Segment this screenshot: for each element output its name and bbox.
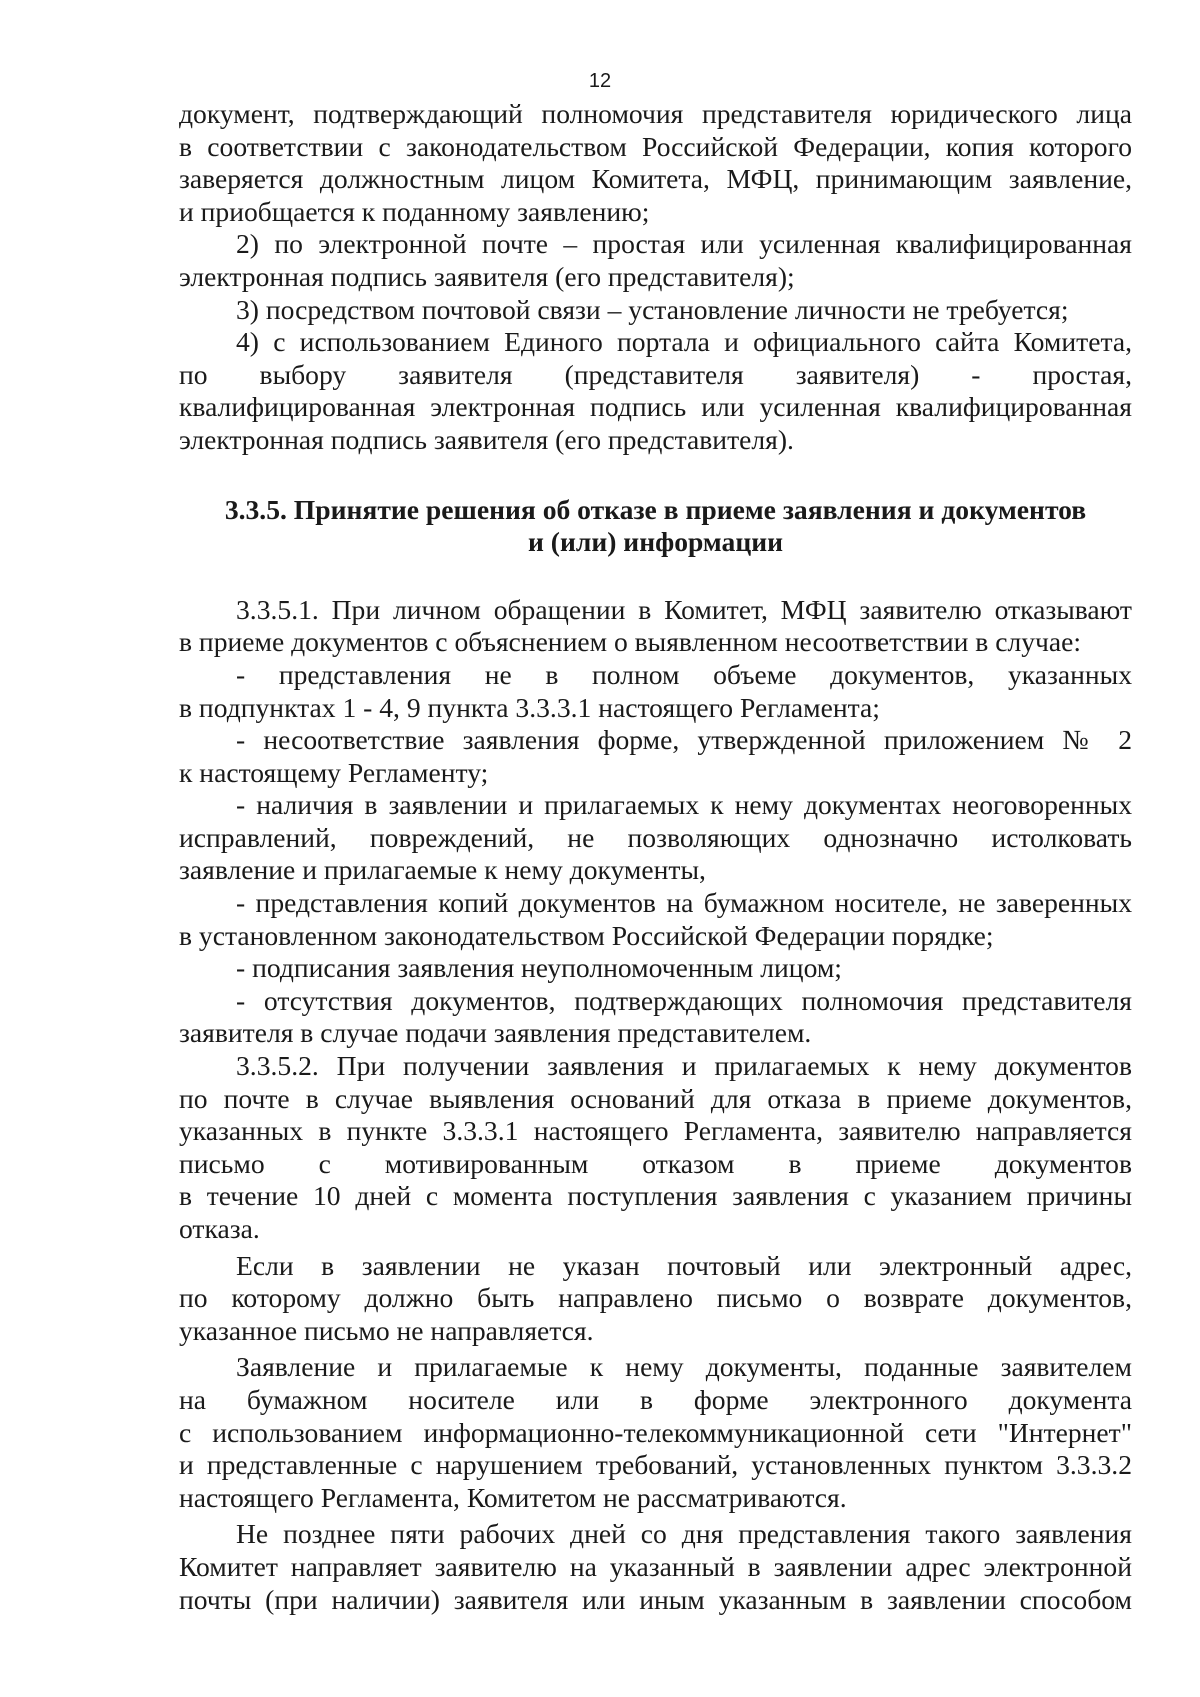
text-line: указанное письмо не направляется. [179, 1314, 594, 1346]
paragraph [179, 1351, 1132, 1514]
text-line: - представления не в полном объеме документов, указанных [236, 658, 1132, 690]
text-line: с использованием информационно-телекоммуникационной сети "Интернет" [179, 1416, 1132, 1448]
text-line: указанных в пункте 3.3.3.1 настоящего Регламента, заявителю направляется [179, 1115, 1132, 1147]
text-line: 4) с использованием Единого портала и официального сайта Комитета, [236, 326, 1132, 358]
text-line: 3.3.5.1. При личном обращении в Комитет, МФЦ заявителю отказывают [236, 593, 1132, 625]
text-line: по выбору заявителя (представителя заявителя) - простая, [179, 358, 1132, 390]
paragraph [179, 594, 1132, 659]
text-line: заверяется должностным лицом Комитета, МФЦ, принимающим заявление, [179, 163, 1132, 195]
text-line: - наличия в заявлении и прилагаемых к нему документах неоговоренных [236, 789, 1132, 821]
text-line: к настоящему Регламенту; [179, 756, 489, 788]
text-line: квалифицированная электронная подпись или усиленная квалифицированная [179, 391, 1132, 423]
text-line: - несоответствие заявления форме, утвержденной приложением № 2 [236, 724, 1132, 756]
text-line: 3.3.5.2. При получении заявления и прилагаемых к нему документов [236, 1050, 1132, 1082]
text-line: по почте в случае выявления оснований для отказа в приеме документов, [179, 1082, 1132, 1114]
list-item [179, 789, 1132, 887]
text-line: электронная подпись заявителя (его представителя); [179, 260, 795, 292]
text-line: в приеме документов с объяснением о выявленном несоответствии в случае: [179, 626, 1082, 658]
text-line: Не позднее пяти рабочих дней со дня представления такого заявления [236, 1518, 1132, 1550]
text-line: и представленные с нарушением требований, установленных пунктом 3.3.3.2 [179, 1449, 1132, 1481]
text-line: - отсутствия документов, подтверждающих полномочия представителя [236, 984, 1132, 1016]
text-line: по которому должно быть направлено письмо о возврате документов, [179, 1282, 1132, 1314]
list-item [179, 985, 1132, 1050]
text-line: исправлений, повреждений, не позволяющих однозначно истолковать [179, 821, 1132, 853]
list-item [179, 659, 1132, 724]
page-number: 12 [588, 70, 612, 92]
text-line: документ, подтверждающий полномочия представителя юридического лица [179, 98, 1132, 129]
text-line: Заявление и прилагаемые к нему документы, поданные заявителем [236, 1351, 1132, 1383]
text-line: на бумажном носителе или в форме электронного документа [179, 1383, 1132, 1415]
text-line: отказа. [179, 1213, 260, 1244]
paragraph [179, 294, 1132, 327]
paragraph [179, 1050, 1132, 1246]
heading-line: 3.3.5. Принятие решения об отказе в приеме заявления и документов [224, 493, 1087, 525]
text-line: и приобщается к поданному заявлению; [179, 195, 650, 227]
paragraph [179, 1518, 1132, 1616]
text-line: письмо с мотивированным отказом в приеме документов [179, 1147, 1132, 1179]
list-item [179, 724, 1132, 789]
heading-line: и (или) информации [527, 526, 784, 558]
text-line: в течение 10 дней с момента поступления заявления с указанием причины [179, 1180, 1132, 1212]
text-line: почты (при наличии) заявителя или иным указанным в заявлении способом [179, 1583, 1132, 1615]
list-item [179, 887, 1132, 952]
text-line: настоящего Регламента, Комитетом не рассматриваются. [179, 1481, 847, 1513]
text-line: 3) посредством почтовой связи – установление личности не требуется; [236, 293, 1069, 325]
text-line: в подпунктах 1 - 4, 9 пункта 3.3.3.1 настоящего Регламента; [179, 691, 880, 723]
paragraph [179, 98, 1132, 228]
text-line: в соответствии с законодательством Российской Федерации, копия которого [179, 130, 1132, 162]
text-line: 2) по электронной почте – простая или усиленная квалифицированная [236, 228, 1132, 260]
text-line: - подписания заявления неуполномоченным лицом; [236, 952, 842, 984]
paragraph [179, 1250, 1132, 1348]
text-line: заявителя в случае подачи заявления представителем. [179, 1017, 812, 1049]
section-heading [179, 494, 1132, 559]
document-body [179, 98, 1132, 1616]
text-line: Если в заявлении не указан почтовый или электронный адрес, [236, 1249, 1132, 1281]
text-line: заявление и прилагаемые к нему документы, [179, 854, 706, 886]
paragraph [179, 228, 1132, 293]
paragraph [179, 326, 1132, 456]
text-line: Комитет направляет заявителю на указанный в заявлении адрес электронной [179, 1550, 1132, 1582]
text-line: - представления копий документов на бумажном носителе, не заверенных [236, 887, 1132, 919]
text-line: в установленном законодательством Российской Федерации порядке; [179, 919, 994, 951]
list-item [179, 952, 1132, 985]
text-line: электронная подпись заявителя (его представителя). [179, 423, 794, 455]
